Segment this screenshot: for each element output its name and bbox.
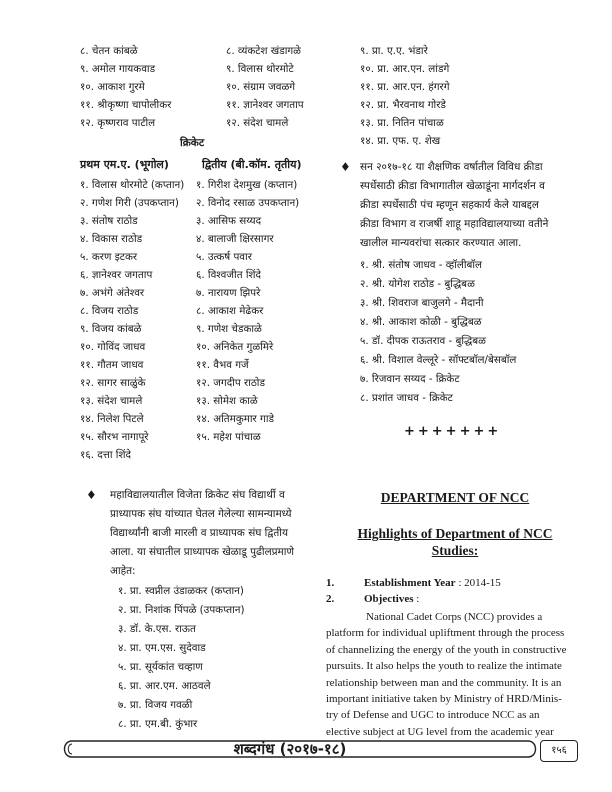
list-item: १. श्री. संतोष जाधव - व्हॉलीबॉल (360, 259, 483, 271)
list-item: १३. सोमेश काळे (196, 395, 258, 407)
list-item: ३. श्री. शिवराज बाजुलगे - मैदानी (360, 297, 484, 309)
list-item: ४. विकास राठोड (80, 233, 143, 245)
list-item: ६. ज्ञानेश्वर जगताप (80, 269, 153, 281)
list-item: १२. सागर साळुंके (80, 377, 146, 389)
paragraph-line: क्रीडा विभाग व राजर्षी शाहू महाविद्यालयाच्या वतीने (360, 218, 549, 230)
paragraph-line: विद्यार्थ्यांनी बाजी मारली व प्राध्यापक संघ द्वितीय (110, 527, 288, 539)
list-item: ५. उत्कर्ष पवार (196, 251, 252, 263)
left-paragraph (110, 486, 294, 581)
top-left-col2 (226, 42, 304, 132)
body-line: important initiative taken by Ministry of HRD/Minis- (326, 693, 562, 706)
list-item: ११. प्रा. आर.एन. हंगरगे (360, 81, 450, 93)
footer-banner (58, 738, 582, 760)
list-item: ७. नारायण झिपरे (196, 287, 261, 299)
list-item: १०. गोविंद जाधव (80, 341, 146, 353)
list-item: ९. प्रा. ए.ए. भंडारे (360, 45, 428, 57)
right-paragraph (360, 158, 548, 253)
paragraph-line: महाविद्यालयातील विजेता क्रिकेट संघ विद्यार्थी व (110, 489, 285, 501)
list-item: ९. गणेश चेडकाळे (196, 323, 262, 335)
item-value: : (413, 593, 420, 605)
list-item: १५. महेश पांचाळ (196, 431, 261, 443)
list-item: १०. संग्राम जवळगे (226, 81, 296, 93)
list-item: ६. विश्वजीत शिंदे (196, 269, 261, 281)
list-item: १३. प्रा. नितिन पांचाळ (360, 117, 444, 129)
establishment-item (326, 577, 501, 589)
cricket-col1-header: प्रथम एम.ए. (भूगोल) (80, 158, 169, 171)
cricket-heading: क्रिकेट (180, 137, 205, 149)
list-item: ४. बालाजी क्षिरसागर (196, 233, 274, 245)
body-line: try of Defense and UGC to introduce NCC as an (326, 709, 540, 722)
list-item: १२. जगदीप राठोड (196, 377, 265, 389)
list-item: ७. अभंगे अंतेश्वर (80, 287, 145, 299)
list-item: ३. आसिफ सय्यद (196, 215, 262, 227)
list-item: ८. आकाश मेढेकर (196, 305, 264, 317)
list-item: ३. डॉ. के.एस. राऊत (118, 623, 196, 635)
list-item: ४. प्रा. एम.एस. सुदेवाड (118, 642, 206, 654)
list-item: ८. व्यंकटेश खंडागळे (226, 45, 301, 57)
cricket-col2-header: द्वितीय (बी.कॉम. तृतीय) (202, 158, 302, 171)
cricket-col2 (196, 176, 299, 446)
paragraph-line: स्पर्धेसाठी क्रीडा विभागातील खेळाडूंना मार्गदर्शन व (360, 180, 545, 192)
item-number: 1. (326, 577, 335, 589)
list-item: ५. डॉ. दीपक राऊतराव - बुद्धिबळ (360, 335, 486, 347)
body-line: relationship between man and the community. It is an (326, 676, 562, 689)
list-item: १५. सौरभ नागापूरे (80, 431, 149, 443)
list-item: १२. कृष्णराव पाटील (80, 117, 156, 129)
list-item: १४. अतिमकुमार गाडे (196, 413, 275, 425)
list-item: २. विनोद रसाळ उपकप्तान) (196, 197, 300, 209)
section-divider: +++++++ (404, 424, 502, 439)
list-item: ११. श्रीकृष्णा चापोलीकर (80, 99, 172, 111)
ncc-body-text (326, 609, 582, 740)
list-item: ८. प्रशांत जाधव - क्रिकेट (360, 392, 453, 404)
list-item: ५. करण इटकर (80, 251, 138, 263)
right-felicitation-list (360, 256, 516, 408)
item-number: 2. (326, 593, 335, 605)
list-item: ८. चेतन कांबळे (80, 45, 138, 57)
item-label: Objectives (364, 593, 414, 605)
list-item: ७. रिजवान सय्यद - क्रिकेट (360, 373, 460, 385)
top-left-col1 (80, 42, 171, 132)
list-item: २. गणेश गिरी (उपकप्तान) (80, 197, 179, 209)
body-line: platform for individual upliftment through the process (326, 627, 565, 640)
right-top-list (360, 42, 450, 150)
highlights-title-line2: Studies: (431, 543, 479, 558)
list-item: ९. अमोल गायकवाड (80, 63, 156, 75)
list-item: १. विलास थोरमोटे (कप्तान) (80, 179, 185, 191)
body-line: pursuits. It also helps the youth to realize the intimate (326, 660, 562, 673)
cricket-col1 (80, 176, 184, 464)
list-item: ५. प्रा. सूर्यकांत चव्हाण (118, 661, 203, 673)
list-item: १०. प्रा. आर.एन. लांडगे (360, 63, 450, 75)
list-item: ६. प्रा. आर.एम. आठवले (118, 680, 211, 692)
paragraph-line: आला. या संघातील प्राध्यापक खेळाडू पुढीलप्रमाणे (110, 546, 294, 558)
list-item: ११. वैभव गर्जे (196, 359, 249, 371)
item-label: Establishment Year (364, 577, 456, 589)
list-item: १३. संदेश चामले (80, 395, 143, 407)
list-item: १२. संदेश चामले (226, 117, 289, 129)
list-item: १४. निलेश पिटले (80, 413, 144, 425)
diamond-bullet-icon: ♦ (340, 160, 351, 174)
paragraph-line: प्राध्यापक संघ यांच्यात घेतल गेलेल्या सामन्यामध्ये (110, 508, 292, 520)
list-item: १६. दत्ता शिंदे (80, 449, 131, 461)
body-line: elective subject at UG level from the academic year (326, 725, 554, 738)
publication-title: शब्दगंध (२०१७-१८) (233, 740, 347, 758)
list-item: ८. प्रा. एम.बी. कुंभार (118, 718, 198, 730)
list-item: २. श्री. योगेश राठोड - बुद्धिबळ (360, 278, 475, 290)
item-value: : 2014-15 (455, 577, 501, 589)
list-item: १४. प्रा. एफ. ए. शेख (360, 135, 441, 147)
body-line: National Cadet Corps (NCC) provides a (366, 611, 543, 623)
list-item: ९. विलास थोरमोटे (226, 63, 294, 75)
diamond-bullet-icon: ♦ (86, 488, 97, 502)
body-line: of channelizing the energy of the youth in constructive (326, 643, 567, 656)
list-item: ३. संतोष राठोड (80, 215, 138, 227)
list-item: ८. विजय राठोड (80, 305, 139, 317)
list-item: ७. प्रा. विजय गवळी (118, 699, 193, 711)
highlights-title-line1: Highlights of Department of NCC (357, 526, 553, 541)
paragraph-line: आहेत: (110, 565, 136, 577)
paragraph-line: सन २०१७-१८ या शैक्षणिक वर्षातील विविध क्रीडा (360, 161, 543, 173)
objectives-item (326, 593, 419, 605)
list-item: १. गिरीश देशमुख (कप्तान) (196, 179, 298, 191)
paragraph-line: क्रीडा स्पर्धेसाठी पंच म्हणून सहकार्य केले याबद्दल (360, 199, 539, 211)
list-item: १२. प्रा. भैरवनाथ गोरडे (360, 99, 446, 111)
page-number: १५६ (540, 740, 578, 762)
list-item: ४. श्री. आकाश कोळी - बुद्धिबळ (360, 316, 482, 328)
left-faculty-list (118, 582, 245, 734)
department-title: DEPARTMENT OF NCC (380, 490, 530, 505)
list-item: ९. विजय कांबळे (80, 323, 142, 335)
list-item: १०. अनिकेत गुळमिरे (196, 341, 274, 353)
list-item: १०. आकाश गुरमे (80, 81, 145, 93)
list-item: ११. ज्ञानेश्वर जगताप (226, 99, 304, 111)
list-item: १. प्रा. स्वप्नील उंडाळकर (कप्तान) (118, 585, 244, 597)
paragraph-line: खालील मान्यवरांचा सत्कार करण्यात आला. (360, 237, 522, 249)
list-item: ११. गौतम जाधव (80, 359, 144, 371)
list-item: २. प्रा. निशांक पिंपळे (उपकप्तान) (118, 604, 245, 616)
list-item: ६. श्री. विशाल वेल्लूरे - सॉफ्टबॉल/बेसबॉल (360, 354, 517, 366)
